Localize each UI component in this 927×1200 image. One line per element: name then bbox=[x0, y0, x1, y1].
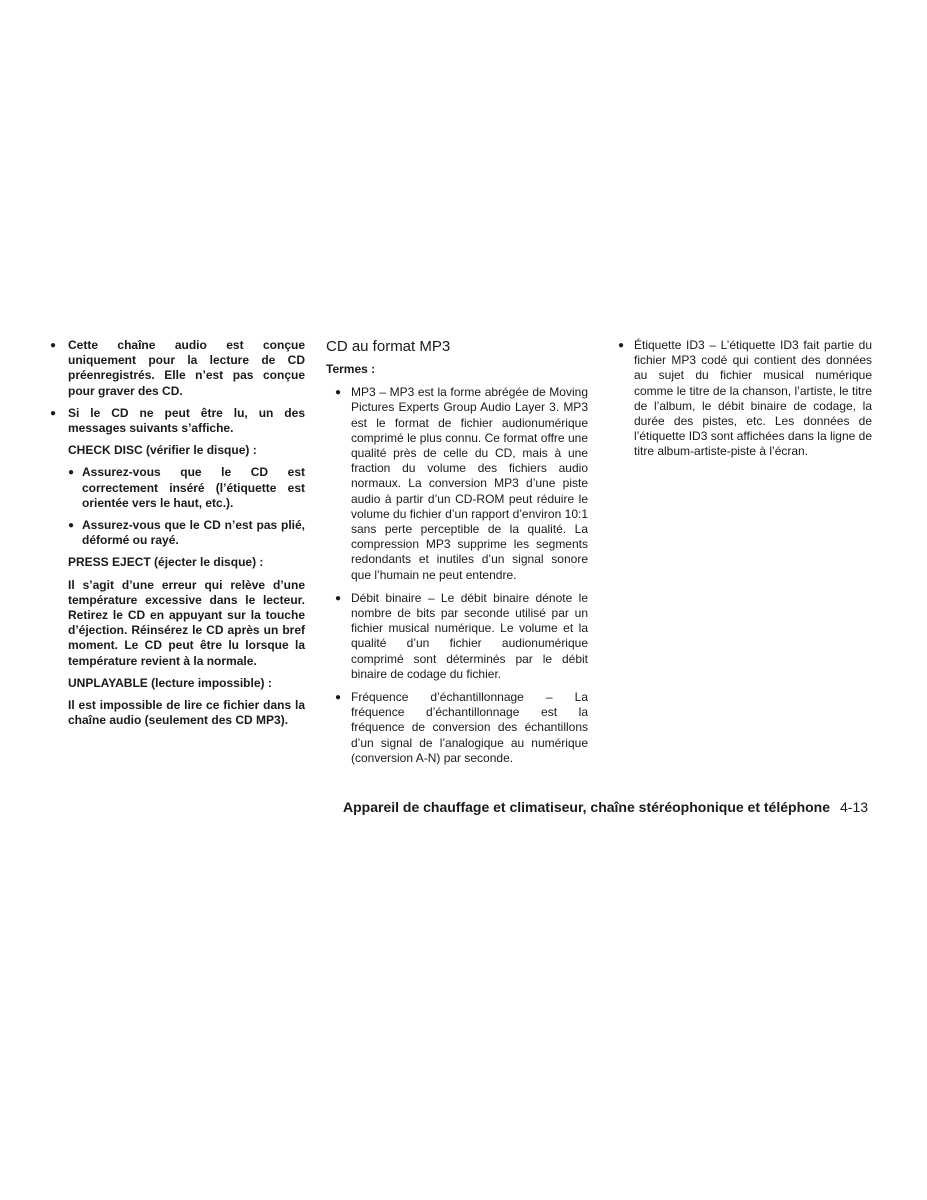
press-eject-text: Il s’agit d’une erreur qui relève d’une température excessive dans le lecteur. Retirez le CD en appuyant sur la touche d’éjection. Réinsérez le CD après un bref moment. Le CD peut être lu lorsque la température revient à la normale. bbox=[68, 577, 305, 668]
column-middle bbox=[326, 338, 588, 774]
unplayable-label: UNPLAYABLE (lecture impossible) : bbox=[68, 675, 272, 690]
terms-label: Termes : bbox=[326, 362, 376, 376]
bullet-list-cd-notes bbox=[50, 338, 305, 436]
terms-list-continued bbox=[614, 338, 872, 460]
list-item: ● Étiquette ID3 – L’étiquette ID3 fait partie du fichier MP3 codé qui contient des données au sujet du fichier musical numérique comme le titre de la chanson, l’artiste, le titre de l’album, le débit binaire de codage, la durée des pistes, etc. Les données de l’étiquette ID3 sont affichées dans la ligne de titre album-artiste-piste à l’écran. bbox=[614, 338, 872, 460]
column-left bbox=[50, 338, 305, 735]
column-right bbox=[614, 338, 872, 467]
list-item: ● MP3 – MP3 est la forme abrégée de Moving Pictures Experts Group Audio Layer 3. MP3 est le format de fichier audionumérique comprimé le plus connu. Ce format offre une qualité près de celle du CD, mais à une fraction du volume des fichiers audio normaux. La conversion MP3 d’une piste audio à partir d’un CD-ROM peut réduire le volume du fichier d’un rapport d’environ 10:1 sans perte perceptible de la qualité. La compression MP3 supprime les segments redondants et inutiles d’un signal sonore que l’humain ne peut entendre. bbox=[326, 385, 588, 583]
list-item: ● Débit binaire – Le débit binaire dénote le nombre de bits par seconde utilisé par un fichier musical numérique. Le volume et la qualité d’un fichier audionumérique comprimé sont déterminés par le débit binaire de codage du fichier. bbox=[326, 591, 588, 682]
section-heading-mp3: CD au format MP3 bbox=[326, 338, 451, 355]
page-footer bbox=[343, 799, 873, 815]
terms-list bbox=[326, 385, 588, 766]
press-eject-label: PRESS EJECT (éjecter le disque) : bbox=[68, 555, 264, 570]
list-item: ● Assurez-vous que le CD n’est pas plié, déformé ou rayé. bbox=[50, 518, 305, 548]
list-item: ● Cette chaîne audio est conçue uniquement pour la lecture de CD préenregistrés. Elle n’est pas conçue pour graver des CD. bbox=[50, 338, 305, 399]
page-number: 4-13 bbox=[840, 799, 869, 815]
list-item: ● Fréquence d’échantillonnage – La fréquence d’échantillonnage est la fréquence de conversion des échantillons d’un signal de l’analogique au numérique (conversion A-N) par seconde. bbox=[326, 690, 588, 766]
list-item: ● Assurez-vous que le CD est correctement inséré (l’étiquette est orientée vers le haut, etc.). bbox=[50, 465, 305, 511]
footer-title: Appareil de chauffage et climatiseur, chaîne stéréophonique et téléphone bbox=[343, 799, 831, 815]
check-disc-sublist bbox=[50, 465, 305, 548]
check-disc-label: CHECK DISC (vérifier le disque) : bbox=[68, 443, 257, 458]
list-item: ● Si le CD ne peut être lu, un des messages suivants s’affiche. bbox=[50, 406, 305, 436]
unplayable-text: Il est impossible de lire ce fichier dans la chaîne audio (seulement des CD MP3). bbox=[68, 698, 305, 728]
